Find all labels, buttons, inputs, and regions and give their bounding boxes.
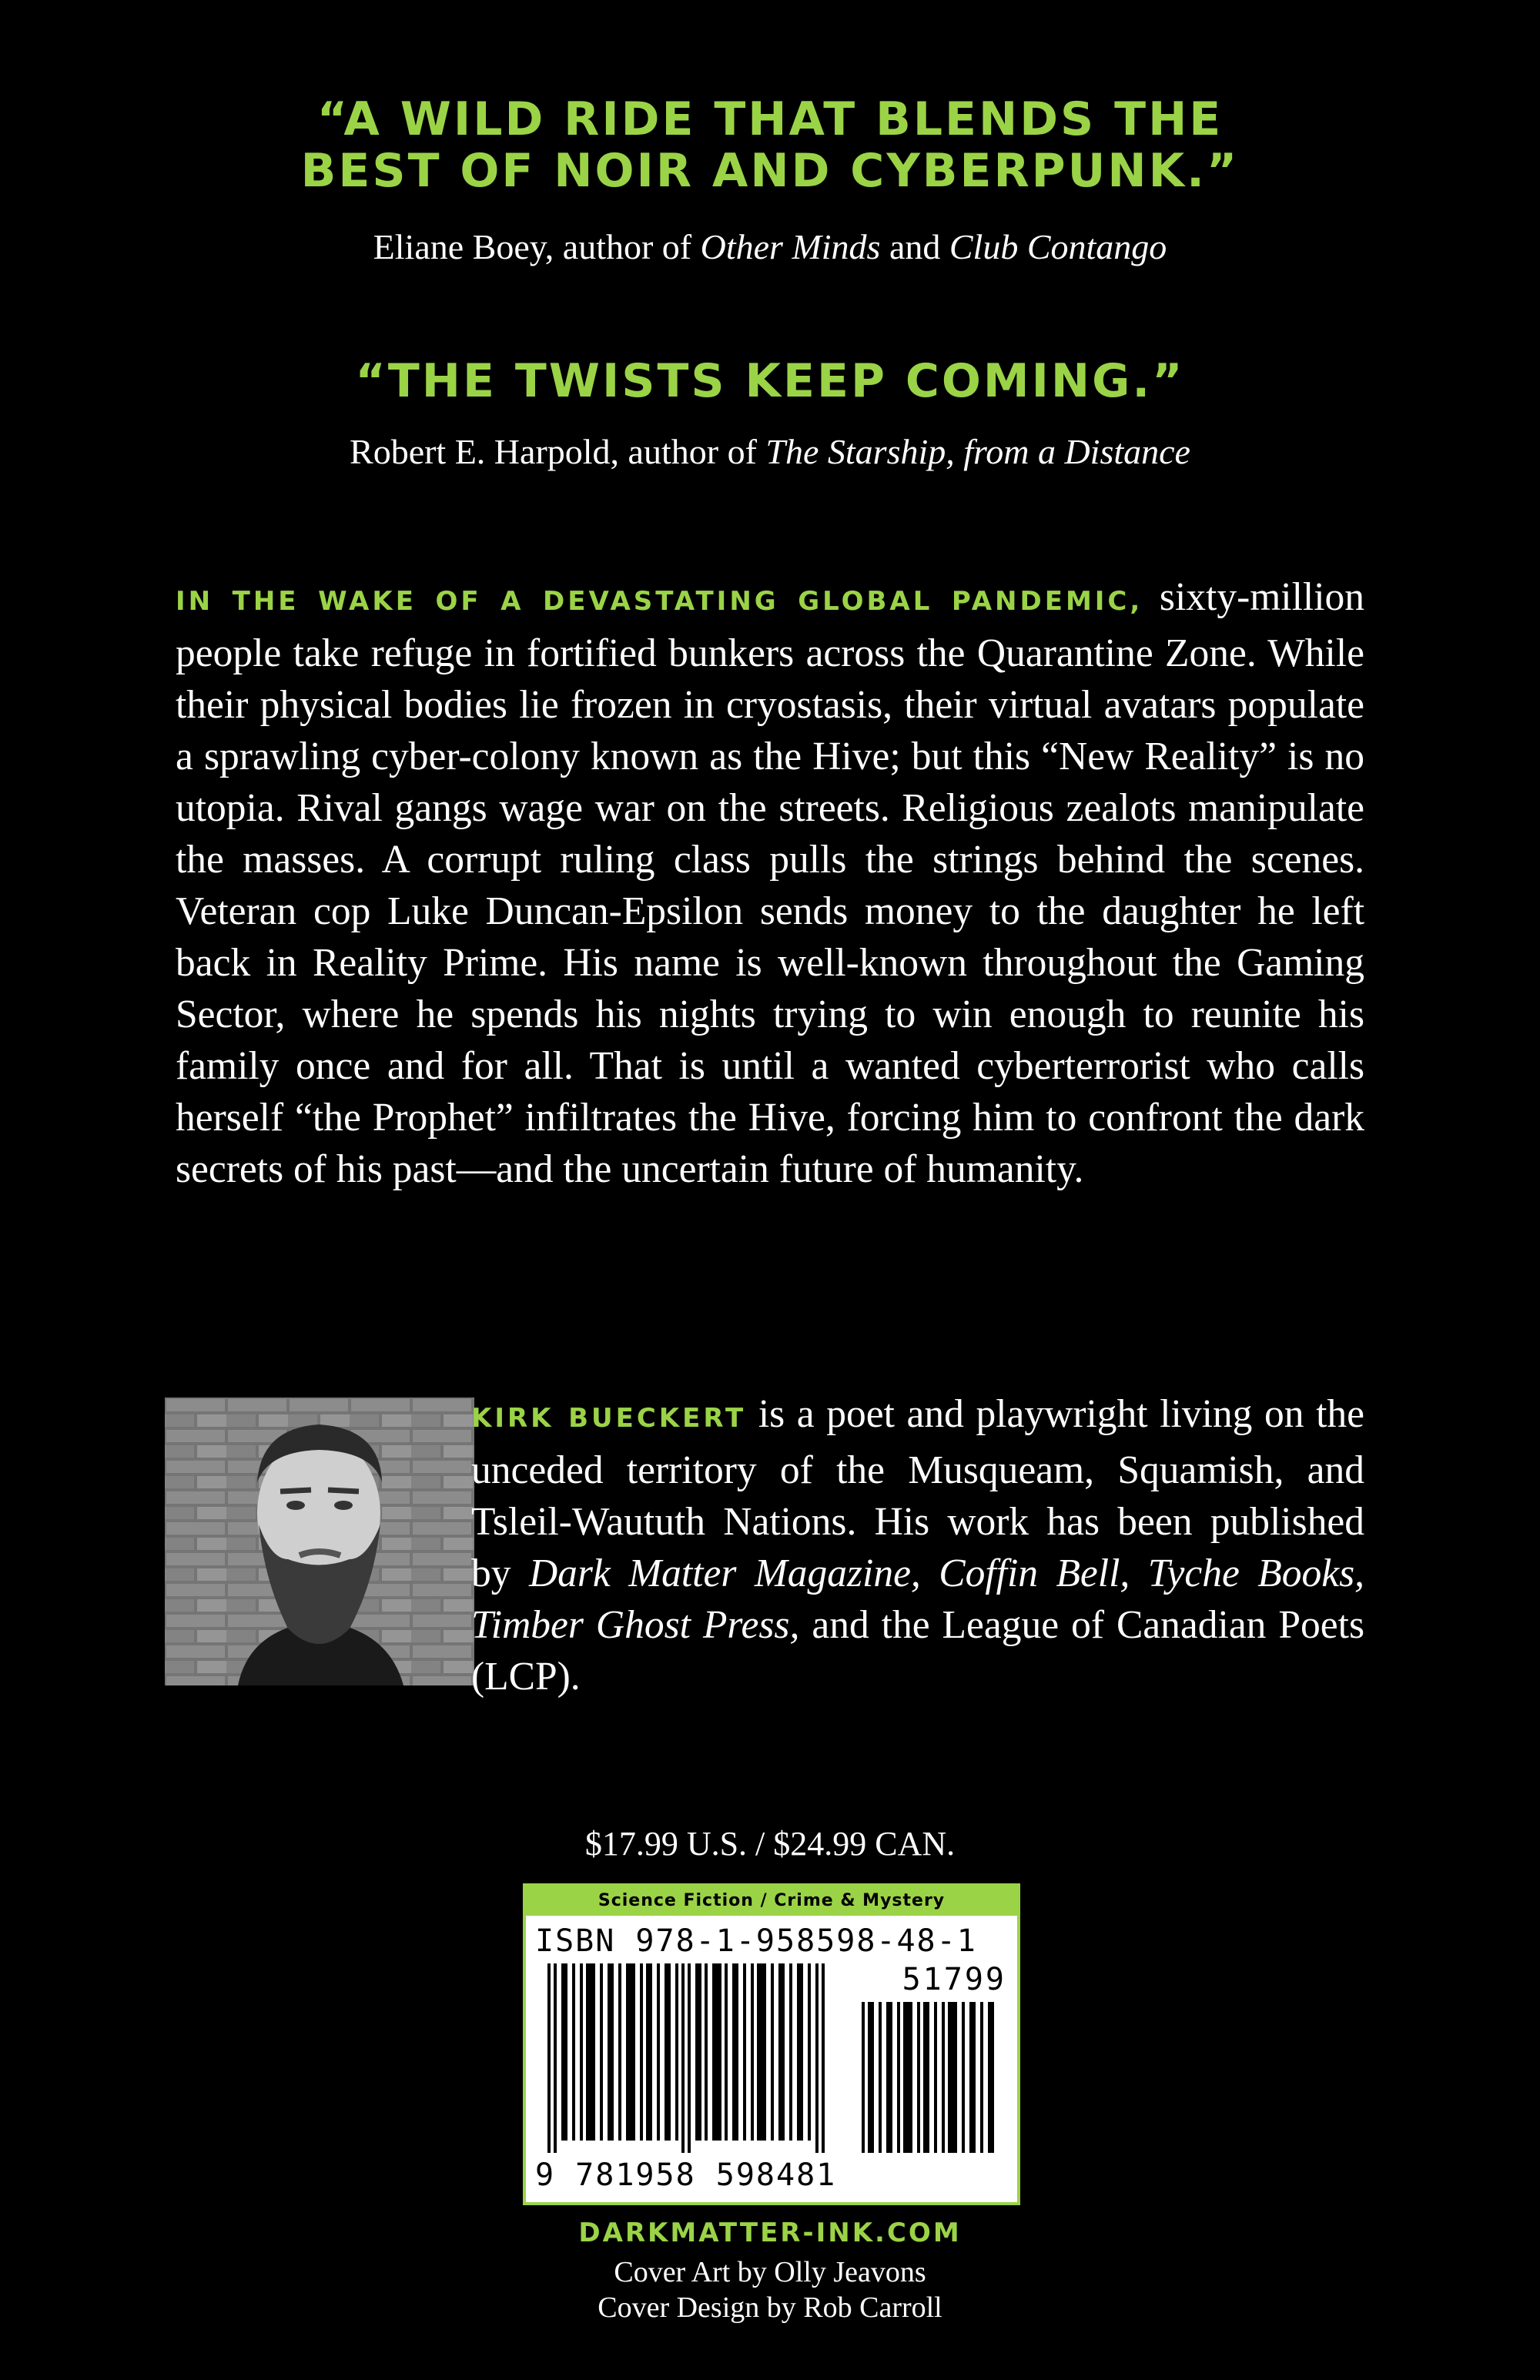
cover-art-credit: Cover Art by Olly Jeavons — [614, 2256, 926, 2288]
blurb-lead: IN THE WAKE OF A DEVASTATING GLOBAL PANDEMIC, — [176, 586, 1143, 617]
bio-publications: Dark Matter Magazine, Coffin Bell, Tyche Books, Timber Ghost Press, — [471, 1552, 1365, 1647]
quote-2-attribution — [0, 431, 1540, 472]
author-photo — [165, 1398, 474, 1685]
blurb-body: sixty-million people take refuge in fortified bunkers across the Quarantine Zone. While their physical bodies lie frozen in cryostasis, their virtual avatars populate a sprawling cyber-colony known as the Hive; but this “New Reality” is no utopia. Rival gangs wage war on the streets. Religious zealots manipulate the masses. A corrupt ruling class pulls the strings behind the scenes. Veteran cop Luke Duncan-Epsilon sends money to the daughter he left back in Reality Prime. His name is well-known throughout the Gaming Sector, where he spends his nights trying to win enough to reunite his family once and for all. That is until a wanted cyberterrorist who calls herself “the Prophet” infiltrates the Hive, forcing him to confront the dark secrets of his past—and the uncertain future of humanity. — [176, 575, 1365, 1191]
quote-1-work-1: Other Minds — [700, 227, 881, 266]
publisher-website-link[interactable]: DARKMATTER-INK.COM — [578, 2218, 962, 2248]
bio-text-2: and the League of Canadian Poets (LCP). — [471, 1603, 1364, 1699]
quote-1-work-2: Club Contango — [949, 227, 1167, 266]
author-name: KIRK BUECKERT — [471, 1403, 747, 1434]
price-addon-barcode — [857, 2002, 1003, 2153]
quote-1: “A WILD RIDE THAT BLENDS THE BEST OF NOIR AND CYBERPUNK.” — [300, 92, 1240, 199]
quote-2-attribution-prefix: Robert E. Harpold, author of — [350, 432, 766, 471]
cover-design-credit: Cover Design by Rob Carroll — [598, 2291, 942, 2324]
price-code: 51799 — [902, 1962, 1006, 1997]
quote-2: “THE TWISTS KEEP COMING.” — [355, 354, 1185, 408]
book-blurb — [176, 571, 1364, 1195]
quote-1-connector: and — [880, 227, 949, 266]
isbn-text: ISBN 978-1-958598-48-1 — [535, 1923, 977, 1959]
genre-label: Science Fiction / Crime & Mystery — [526, 1886, 1017, 1916]
barcode-panel — [523, 1883, 1020, 2205]
quote-1-attribution-prefix: Eliane Boey, author of — [373, 227, 701, 266]
quote-1-attribution — [0, 226, 1540, 267]
price-label: $17.99 U.S. / $24.99 CAN. — [584, 1825, 956, 1863]
author-bio — [471, 1388, 1364, 1702]
quote-2-work-1: The Starship, from a Distance — [765, 432, 1190, 471]
barcode-digits: 9 781958 598481 — [535, 2157, 837, 2193]
bio-text-1: is a poet and playwright living on the unceded territory of the Musqueam, Squamish, and Tsleil-Waututh Nations. His work has been published by — [471, 1392, 1365, 1595]
isbn-barcode — [541, 1963, 849, 2153]
author-portrait-image — [165, 1398, 474, 1685]
